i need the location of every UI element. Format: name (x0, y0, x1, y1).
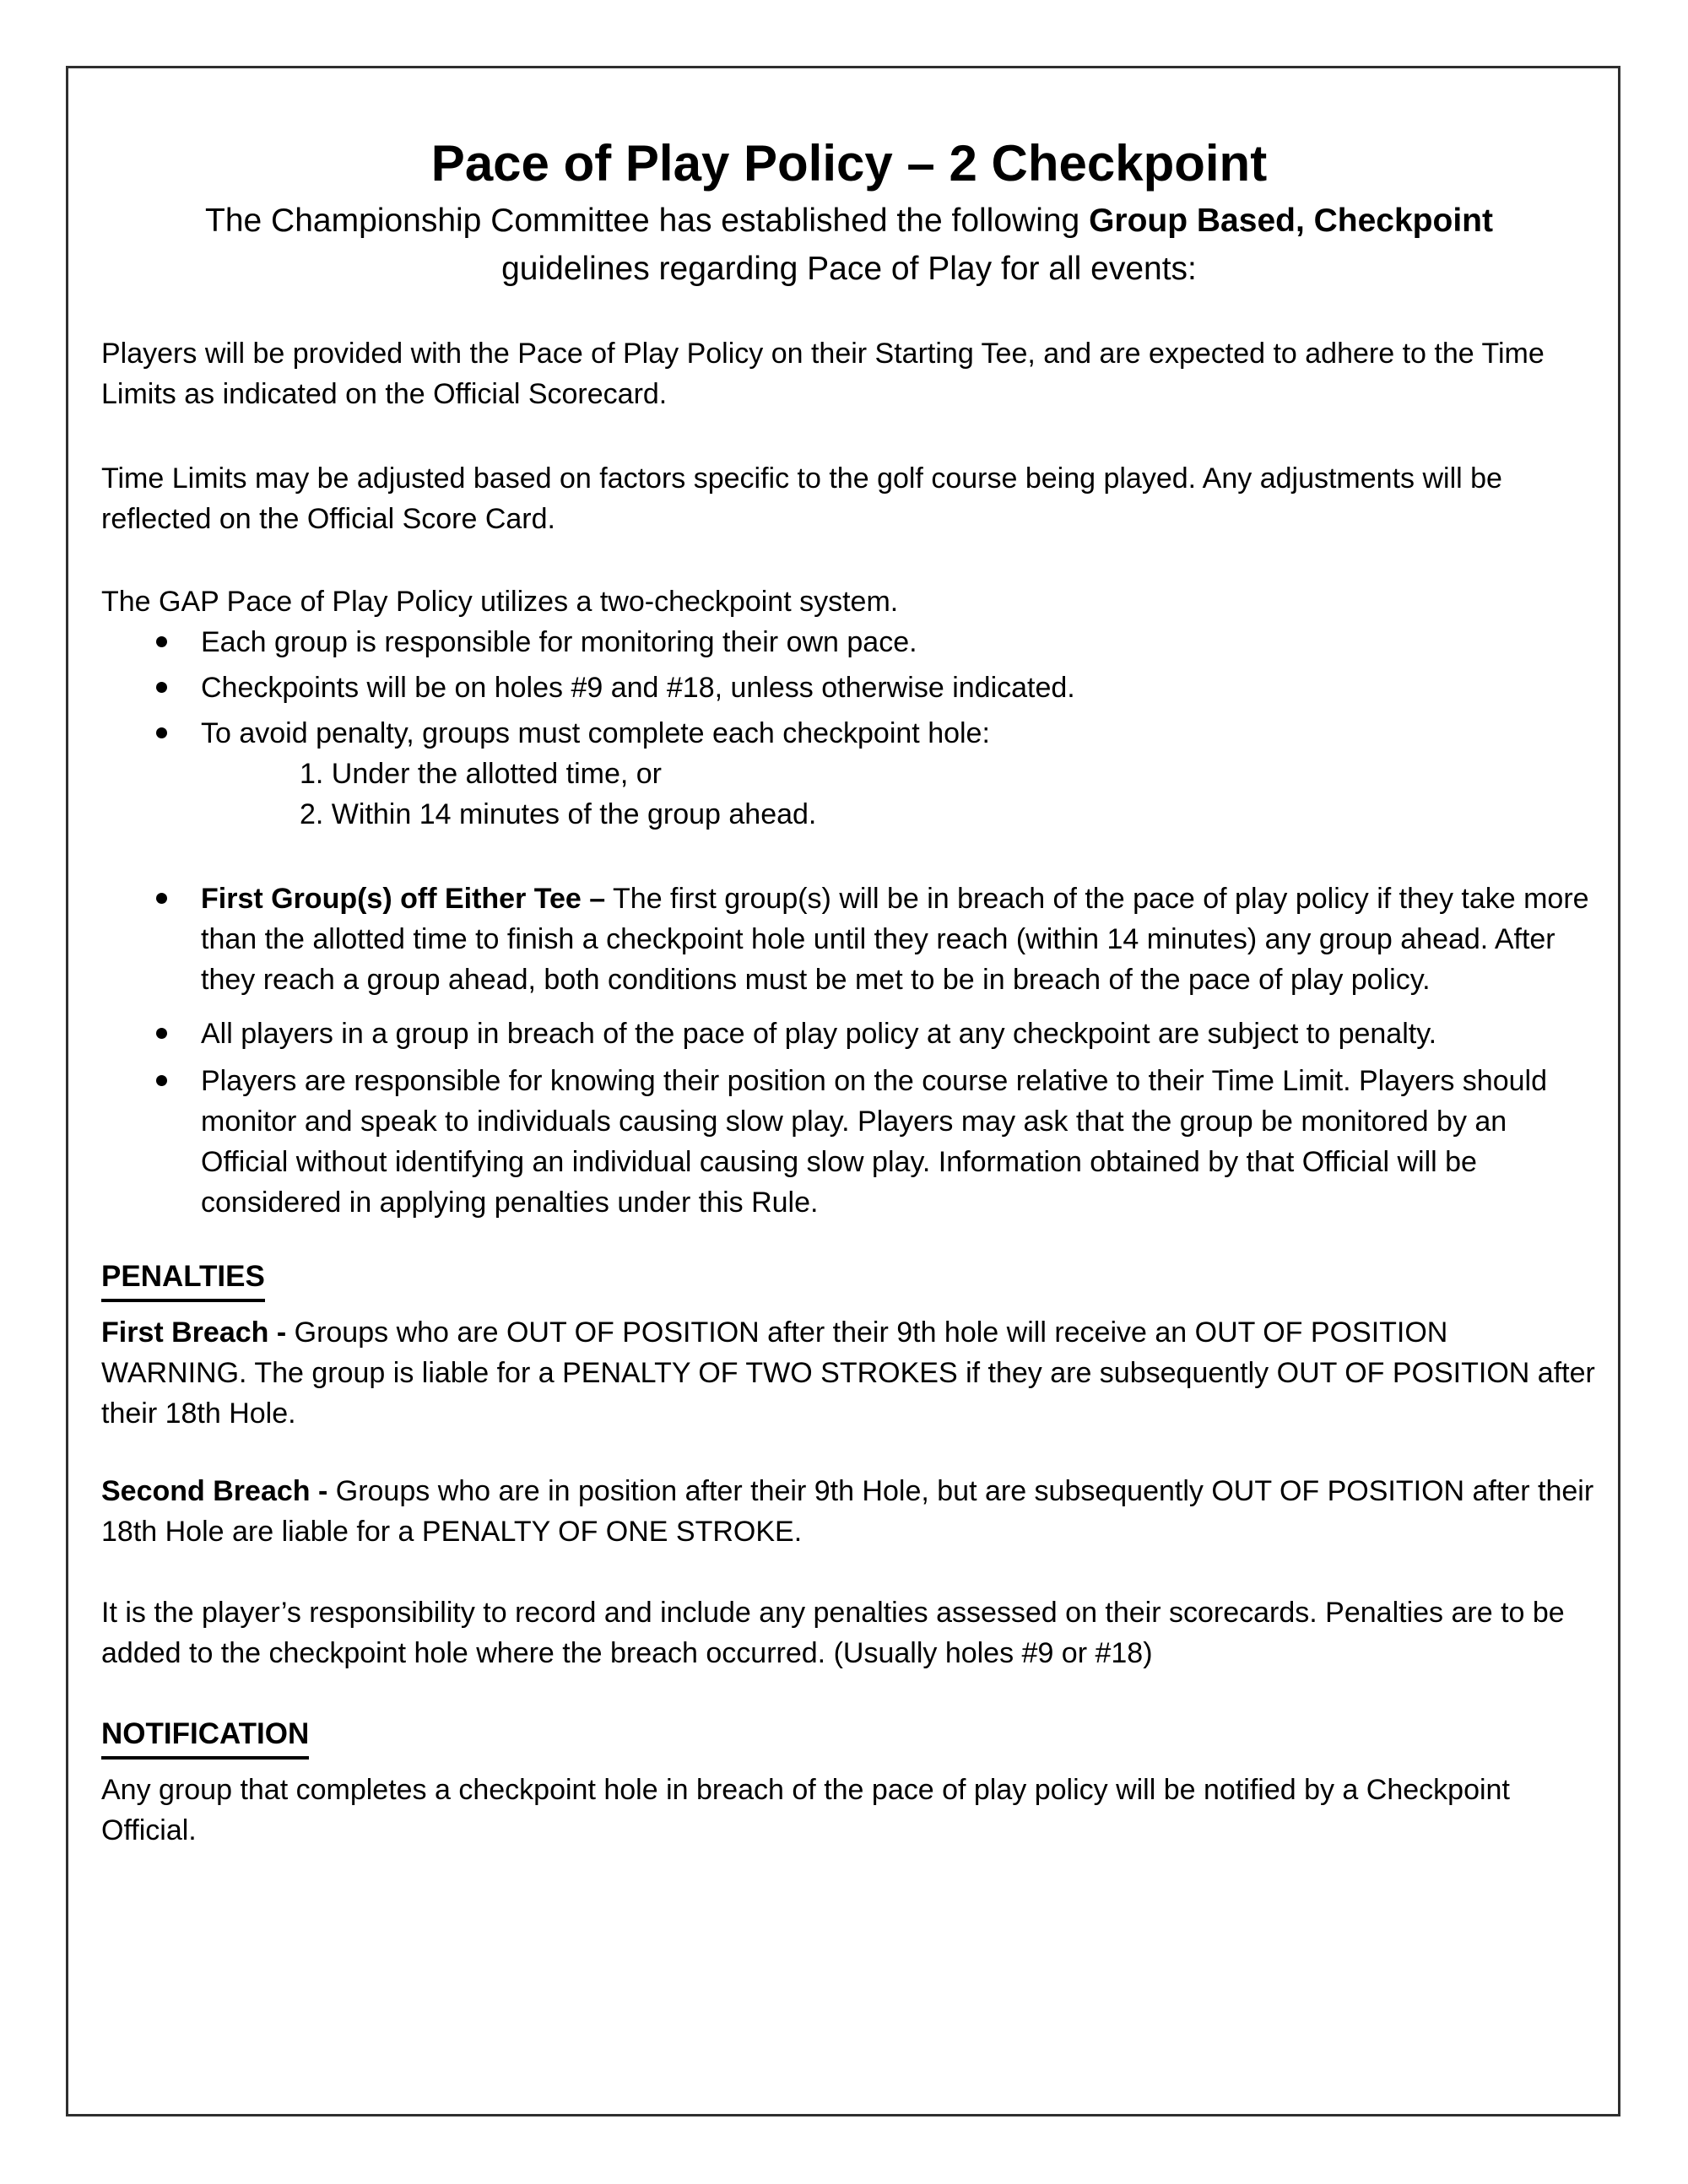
numbered-item-1: 1. Under the allotted time, or (300, 758, 663, 790)
subtitle-bold-text: Group Based, Checkpoint (1089, 203, 1493, 239)
bullet-item-own-pace (101, 622, 1597, 662)
bullet-item-first-groups (101, 878, 1597, 1000)
bullet-item-all-players (101, 1014, 1597, 1054)
intro-paragraph-3: The GAP Pace of Play Policy utilizes a two-checkpoint system. (101, 586, 899, 618)
second-breach-text: Groups who are in position after their 9th Hole, but are subsequently OUT OF POSITION after their 18th Hole are liable for a PENALTY OF ONE STROKE. (101, 1475, 1594, 1548)
document-content (101, 68, 1597, 1851)
bullet-dot-icon (156, 893, 167, 904)
bullet-text: Checkpoints will be on holes #9 and #18, unless otherwise indicated. (201, 672, 1075, 704)
bullet-dot-icon (156, 1075, 167, 1086)
policy-bullet-list (101, 622, 1597, 754)
bullet-text: To avoid penalty, groups must complete each checkpoint hole: (201, 717, 990, 749)
intro-paragraph-1: Players will be provided with the Pace of Play Policy on their Starting Tee, and are expected to adhere to the Time Limits as indicated on the Official Scorecard. (101, 338, 1545, 410)
subtitle-line-1 (101, 197, 1597, 245)
bullet-dot-icon (156, 727, 167, 738)
intro-paragraph-2: Time Limits may be adjusted based on factors specific to the golf course being played. Any adjustments will be reflected on the Official Score Card. (101, 462, 1502, 535)
notification-section (101, 1714, 1597, 1760)
bullet-text: All players in a group in breach of the pace of play policy at any checkpoint are subject to penalty. (201, 1018, 1437, 1050)
first-breach-label: First Breach - (101, 1316, 287, 1349)
bullet-dot-icon (156, 682, 167, 693)
penalties-heading: PENALTIES (101, 1259, 265, 1302)
bullet-dot-icon (156, 1028, 167, 1039)
document-subtitle (101, 197, 1597, 293)
bullet-bold-lead: First Group(s) off Either Tee – (201, 883, 606, 915)
first-breach-paragraph (101, 1312, 1597, 1434)
bullet-text: Each group is responsible for monitoring their own pace. (201, 626, 917, 658)
notification-paragraph: Any group that completes a checkpoint hole in breach of the pace of play policy will be notified by a Checkpoint Official. (101, 1774, 1510, 1846)
second-breach-label: Second Breach - (101, 1475, 328, 1507)
subtitle-regular-text: The Championship Committee has established the following (205, 203, 1090, 239)
policy-bullet-list-2 (101, 878, 1597, 1223)
bullet-dot-icon (156, 636, 167, 647)
responsibility-paragraph: It is the player’s responsibility to record and include any penalties assessed on their scorecards. Penalties are to be added to the checkpoint hole where the breach occurred. (Usually holes #9 or #18) (101, 1597, 1565, 1669)
bullet-text: The first group(s) will be in breach of the pace of play policy if they take more than the allotted time to finish a checkpoint hole until they reach (within 14 minutes) any group ahead. After they reach a group ahead, both conditions must be met to be in breach of the pace of play policy. (201, 883, 1589, 996)
second-breach-paragraph (101, 1471, 1597, 1552)
bullet-item-avoid-penalty (101, 713, 1597, 754)
subtitle-line-2: guidelines regarding Pace of Play for all events: (501, 251, 1197, 287)
bullet-item-responsible (101, 1061, 1597, 1223)
bullet-item-checkpoints (101, 668, 1597, 708)
penalties-section (101, 1257, 1597, 1302)
notification-heading: NOTIFICATION (101, 1716, 309, 1760)
numbered-item-2: 2. Within 14 minutes of the group ahead. (300, 798, 817, 830)
bullet-text: Players are responsible for knowing their position on the course relative to their Time Limit. Players should monitor and speak to individuals causing slow play. Players may ask that the group be monitored by an Official without identifying an individual causing slow play. Information obtained by that Official will be considered in applying penalties under this Rule. (201, 1065, 1547, 1219)
first-breach-text: Groups who are OUT OF POSITION after their 9th hole will receive an OUT OF POSITION WARNING. The group is liable for a PENALTY OF TWO STROKES if they are subsequently OUT OF POSITION after their 18th Hole. (101, 1316, 1595, 1430)
document-title: Pace of Play Policy – 2 Checkpoint (430, 135, 1268, 192)
